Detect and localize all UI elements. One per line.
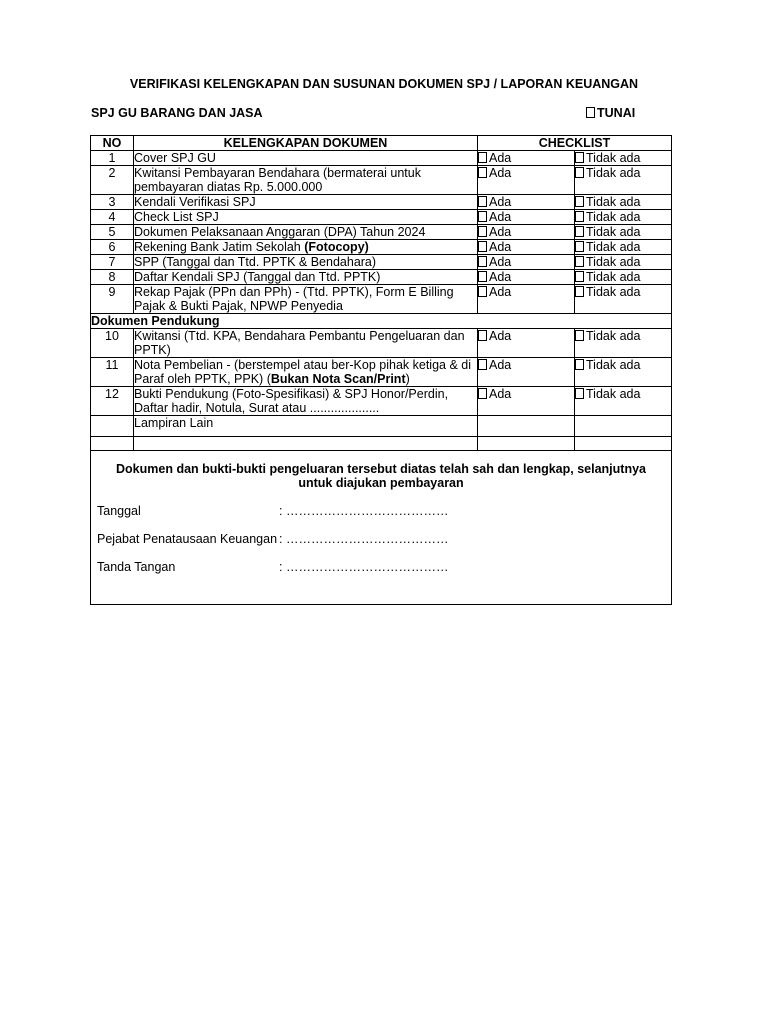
table-row <box>91 166 672 195</box>
signature-field-value[interactable]: : ………………………………… <box>279 532 449 546</box>
checklist-option-label: Tidak ada <box>586 387 641 401</box>
checklist-option-label: Ada <box>489 210 512 224</box>
checkbox-icon[interactable] <box>478 167 487 178</box>
checkbox-icon[interactable] <box>478 330 487 341</box>
table-header-row <box>91 136 672 151</box>
checkbox-icon[interactable] <box>478 152 487 163</box>
footer-row <box>91 451 672 605</box>
checklist-cell[interactable] <box>575 151 672 166</box>
checkbox-icon[interactable] <box>478 256 487 267</box>
signature-field <box>91 532 671 546</box>
checklist-cell[interactable] <box>575 225 672 240</box>
row-number: 9 <box>91 285 134 314</box>
checkbox-icon[interactable] <box>586 107 595 118</box>
checklist-cell[interactable] <box>575 285 672 314</box>
checklist-cell[interactable] <box>575 358 672 387</box>
checklist-option-label: Ada <box>489 166 512 180</box>
table-row <box>91 270 672 285</box>
signature-section <box>91 451 672 605</box>
checklist-cell[interactable] <box>478 358 575 387</box>
checklist-cell[interactable] <box>575 240 672 255</box>
row-number: 6 <box>91 240 134 255</box>
checkbox-icon[interactable] <box>478 359 487 370</box>
checklist-option-label: Ada <box>489 240 512 254</box>
verification-statement: Dokumen dan bukti-bukti pengeluaran tersebut diatas telah sah dan lengkap, selanjutnya untuk diajukan pembayaran <box>116 462 646 490</box>
checklist-cell[interactable] <box>478 329 575 358</box>
checklist-cell[interactable] <box>478 225 575 240</box>
row-number: 8 <box>91 270 134 285</box>
header-no: NO <box>91 136 134 151</box>
document-note: (Fotocopy) <box>304 240 369 254</box>
table-row <box>91 210 672 225</box>
checklist-cell[interactable] <box>575 210 672 225</box>
row-number: 10 <box>91 329 134 358</box>
checklist-option-label: Tidak ada <box>586 195 641 209</box>
checklist-cell[interactable] <box>478 285 575 314</box>
signature-field <box>91 560 671 574</box>
checklist-option-label: Ada <box>489 387 512 401</box>
table-row <box>91 285 672 314</box>
checklist-option-label: Tidak ada <box>586 210 641 224</box>
checklist-cell[interactable] <box>575 270 672 285</box>
table-row <box>91 195 672 210</box>
checklist-option-label: Ada <box>489 151 512 165</box>
checklist-option-label: Ada <box>489 195 512 209</box>
document-name: Cover SPJ GU <box>134 151 478 166</box>
checklist-cell[interactable] <box>478 255 575 270</box>
checklist-option-label: Tidak ada <box>586 329 641 343</box>
checklist-option-label: Tidak ada <box>586 270 641 284</box>
table-row <box>91 151 672 166</box>
signature-field-value[interactable]: : ………………………………… <box>279 560 449 574</box>
document-name: Daftar Kendali SPJ (Tanggal dan Ttd. PPTK) <box>134 270 478 285</box>
table-row <box>91 358 672 387</box>
document-name: Bukti Pendukung (Foto-Spesifikasi) & SPJ Honor/Perdin, Daftar hadir, Notula, Surat atau .................... <box>134 387 478 416</box>
checklist-option-label: Tidak ada <box>586 225 641 239</box>
checkbox-icon[interactable] <box>575 271 584 282</box>
checkbox-icon[interactable] <box>478 196 487 207</box>
row-number: 7 <box>91 255 134 270</box>
checklist-option-label: Ada <box>489 329 512 343</box>
checkbox-icon[interactable] <box>575 256 584 267</box>
payment-option[interactable] <box>586 106 635 120</box>
checklist-cell[interactable] <box>478 210 575 225</box>
checklist-cell[interactable] <box>478 195 575 210</box>
checklist-option-label: Ada <box>489 285 512 299</box>
signature-field <box>91 504 671 518</box>
checkbox-icon[interactable] <box>575 196 584 207</box>
checklist-option-label: Ada <box>489 225 512 239</box>
checkbox-icon[interactable] <box>478 286 487 297</box>
header-checklist: CHECKLIST <box>478 136 672 151</box>
table-row <box>91 329 672 358</box>
empty-row <box>91 437 672 451</box>
checklist-option-label: Ada <box>489 255 512 269</box>
table-row <box>91 240 672 255</box>
signature-field-label: Tanda Tangan <box>97 560 176 574</box>
header-document: KELENGKAPAN DOKUMEN <box>134 136 478 151</box>
checklist-cell[interactable] <box>478 387 575 416</box>
document-name: SPP (Tanggal dan Ttd. PPTK & Bendahara) <box>134 255 478 270</box>
document-name: Dokumen Pelaksanaan Anggaran (DPA) Tahun 2024 <box>134 225 478 240</box>
checklist-option-label: Tidak ada <box>586 285 641 299</box>
payment-option-label: TUNAI <box>597 106 636 120</box>
checklist-cell[interactable] <box>478 270 575 285</box>
checklist-cell[interactable] <box>478 166 575 195</box>
checkbox-icon[interactable] <box>478 241 487 252</box>
table-row <box>91 255 672 270</box>
row-number: 3 <box>91 195 134 210</box>
document-name: Check List SPJ <box>134 210 478 225</box>
table-row <box>91 387 672 416</box>
table-row <box>91 225 672 240</box>
checklist-option-label: Tidak ada <box>586 240 641 254</box>
checkbox-icon[interactable] <box>478 211 487 222</box>
document-name: Kwitansi Pembayaran Bendahara (bermaterai untuk pembayaran diatas Rp. 5.000.000 <box>134 166 478 195</box>
row-number: 4 <box>91 210 134 225</box>
checklist-option-label: Ada <box>489 358 512 372</box>
document-note: Bukan Nota Scan/Print <box>270 372 406 386</box>
checklist-option-label: Tidak ada <box>586 151 641 165</box>
section-label: Dokumen Pendukung <box>91 314 672 329</box>
lampiran-label: Lampiran Lain <box>134 416 478 437</box>
checklist-cell[interactable] <box>575 195 672 210</box>
document-name: Nota Pembelian - (berstempel atau ber-Kop pihak ketiga & di Paraf oleh PPTK, PPK) (Bukan Nota Scan/Print) <box>134 358 478 387</box>
spj-type-label: SPJ GU BARANG DAN JASA <box>91 106 263 120</box>
verification-table <box>90 135 672 605</box>
checklist-option-label: Ada <box>489 270 512 284</box>
checklist-cell[interactable] <box>575 166 672 195</box>
document-name: Kwitansi (Ttd. KPA, Bendahara Pembantu Pengeluaran dan PPTK) <box>134 329 478 358</box>
document-name: Kendali Verifikasi SPJ <box>134 195 478 210</box>
table-row <box>91 416 672 437</box>
signature-field-label: Pejabat Penatausaan Keuangan <box>97 532 278 546</box>
checkbox-icon[interactable] <box>575 211 584 222</box>
checkbox-icon[interactable] <box>575 167 584 178</box>
checkbox-icon[interactable] <box>575 152 584 163</box>
row-number: 2 <box>91 166 134 195</box>
row-number: 11 <box>91 358 134 387</box>
checkbox-icon[interactable] <box>575 241 584 252</box>
checklist-option-label: Tidak ada <box>586 255 641 269</box>
checklist-cell[interactable] <box>575 329 672 358</box>
checkbox-icon[interactable] <box>575 388 584 399</box>
checkbox-icon[interactable] <box>478 226 487 237</box>
document-name: Rekening Bank Jatim Sekolah (Fotocopy) <box>134 240 478 255</box>
row-number: 5 <box>91 225 134 240</box>
checkbox-icon[interactable] <box>575 330 584 341</box>
checkbox-icon[interactable] <box>478 271 487 282</box>
checkbox-icon[interactable] <box>478 388 487 399</box>
checklist-option-label: Tidak ada <box>586 166 641 180</box>
checkbox-icon[interactable] <box>575 286 584 297</box>
checklist-option-label: Tidak ada <box>586 358 641 372</box>
row-number: 12 <box>91 387 134 416</box>
document-title: VERIFIKASI KELENGKAPAN DAN SUSUNAN DOKUMEN SPJ / LAPORAN KEUANGAN <box>129 77 639 91</box>
checkbox-icon[interactable] <box>575 226 584 237</box>
signature-field-value[interactable]: : ………………………………… <box>279 504 449 518</box>
checklist-cell[interactable] <box>575 255 672 270</box>
document-name: Rekap Pajak (PPn dan PPh) - (Ttd. PPTK), Form E Billing Pajak & Bukti Pajak, NPWP Penyedia <box>134 285 478 314</box>
checklist-cell[interactable] <box>575 387 672 416</box>
section-row <box>91 314 672 329</box>
signature-field-label: Tanggal <box>97 504 141 518</box>
checkbox-icon[interactable] <box>575 359 584 370</box>
checklist-cell[interactable] <box>478 240 575 255</box>
row-number: 1 <box>91 151 134 166</box>
checklist-cell[interactable] <box>478 151 575 166</box>
